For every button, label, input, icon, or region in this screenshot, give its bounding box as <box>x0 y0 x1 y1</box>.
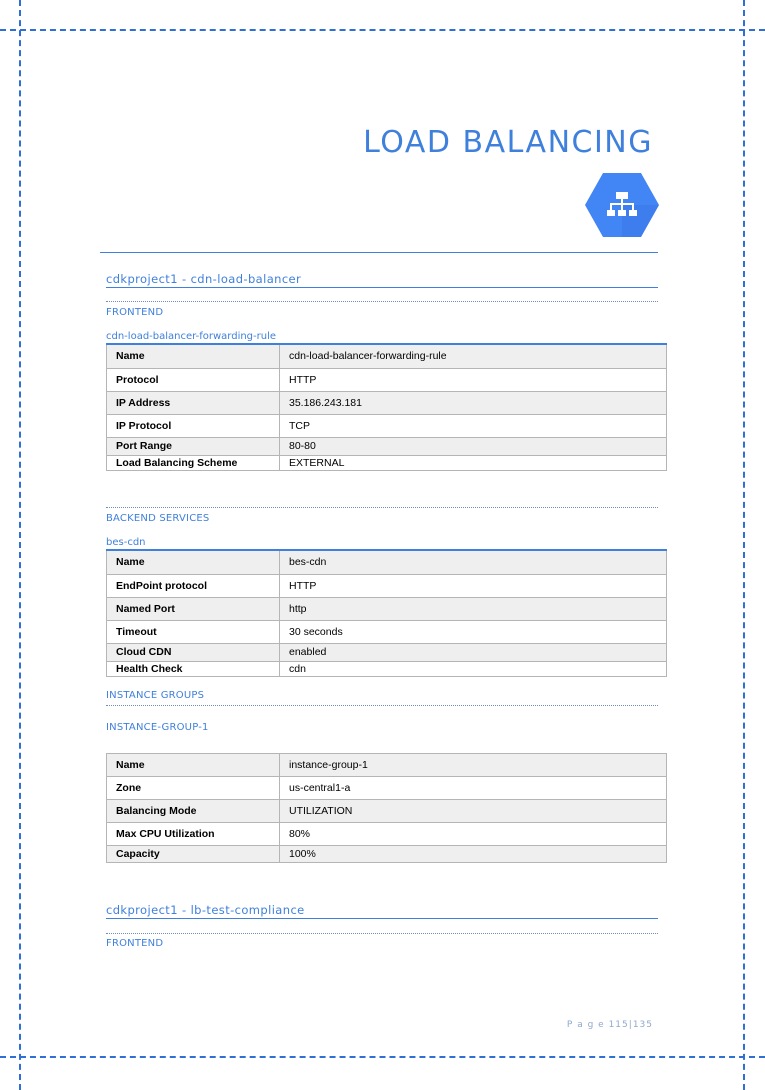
row-value: 30 seconds <box>280 620 667 643</box>
table-row <box>107 414 667 437</box>
left-dashed-border <box>19 0 21 1090</box>
row-key: Named Port <box>107 597 280 620</box>
row-value: UTILIZATION <box>280 800 667 823</box>
row-key: Name <box>107 550 280 574</box>
row-value: instance-group-1 <box>280 754 667 777</box>
row-key: Capacity <box>107 846 280 863</box>
row-key: Zone <box>107 777 280 800</box>
lb1-backend-name: bes-cdn <box>106 537 146 548</box>
page-footer <box>567 1020 653 1030</box>
row-key: EndPoint protocol <box>107 574 280 597</box>
instance-group-table <box>106 753 667 863</box>
lb2-heading: cdkproject1 - lb-test-compliance <box>106 903 305 917</box>
row-value: http <box>280 597 667 620</box>
table-row <box>107 823 667 846</box>
row-value: 80% <box>280 823 667 846</box>
row-value: us-central1-a <box>280 777 667 800</box>
row-value: EXTERNAL <box>280 455 667 470</box>
page-separator: | <box>628 1020 633 1030</box>
page-number: 115 <box>608 1020 629 1030</box>
row-value: enabled <box>280 643 667 661</box>
row-key: Name <box>107 344 280 368</box>
table-row <box>107 754 667 777</box>
row-key: Cloud CDN <box>107 643 280 661</box>
table-row <box>107 597 667 620</box>
row-key: Protocol <box>107 368 280 391</box>
row-value: 100% <box>280 846 667 863</box>
table-row <box>107 777 667 800</box>
row-value: 80-80 <box>280 437 667 455</box>
table-row <box>107 344 667 368</box>
table-row <box>107 368 667 391</box>
row-value: cdn-load-balancer-forwarding-rule <box>280 344 667 368</box>
row-key: Timeout <box>107 620 280 643</box>
total-pages: 135 <box>632 1020 653 1030</box>
table-row <box>107 574 667 597</box>
table-row <box>107 391 667 414</box>
row-key: IP Protocol <box>107 414 280 437</box>
row-value: cdn <box>280 661 667 676</box>
title-underline <box>100 252 658 253</box>
table-row <box>107 846 667 863</box>
row-key: Name <box>107 754 280 777</box>
lb1-instance-groups-label: INSTANCE GROUPS <box>106 690 205 701</box>
lb1-frontend-label: FRONTEND <box>106 307 164 318</box>
lb1-heading-rule <box>106 287 658 288</box>
row-key: Port Range <box>107 437 280 455</box>
row-value: TCP <box>280 414 667 437</box>
load-balancing-icon <box>584 172 660 238</box>
table-row <box>107 800 667 823</box>
row-key: Health Check <box>107 661 280 676</box>
bottom-dashed-border <box>0 1056 765 1058</box>
lb1-instance-group-name: INSTANCE-GROUP-1 <box>106 722 209 733</box>
lb1-heading: cdkproject1 - cdn-load-balancer <box>106 272 302 286</box>
table-row <box>107 437 667 455</box>
row-key: Max CPU Utilization <box>107 823 280 846</box>
lb1-frontend-rule <box>106 301 658 302</box>
table-row <box>107 620 667 643</box>
backend-table <box>106 549 667 677</box>
lb1-instance-groups-rule <box>106 705 658 706</box>
row-value: bes-cdn <box>280 550 667 574</box>
table-row <box>107 550 667 574</box>
page-word: P a g e <box>566 1020 605 1030</box>
table-row <box>107 661 667 676</box>
lb2-frontend-rule <box>106 933 658 934</box>
lb1-backend-label: BACKEND SERVICES <box>106 513 210 524</box>
right-dashed-border <box>743 0 745 1090</box>
lb2-heading-rule <box>106 918 658 919</box>
row-value: HTTP <box>280 574 667 597</box>
frontend-table <box>106 343 667 471</box>
top-dashed-border <box>0 29 765 31</box>
table-row <box>107 643 667 661</box>
page-title: LOAD BALANCING <box>363 125 653 160</box>
row-key: Load Balancing Scheme <box>107 455 280 470</box>
lb2-frontend-label: FRONTEND <box>106 938 164 949</box>
lb1-forwarding-rule-name: cdn-load-balancer-forwarding-rule <box>106 331 277 342</box>
row-key: IP Address <box>107 391 280 414</box>
row-value: HTTP <box>280 368 667 391</box>
row-value: 35.186.243.181 <box>280 391 667 414</box>
row-key: Balancing Mode <box>107 800 280 823</box>
lb1-backend-rule <box>106 507 658 508</box>
table-row <box>107 455 667 470</box>
